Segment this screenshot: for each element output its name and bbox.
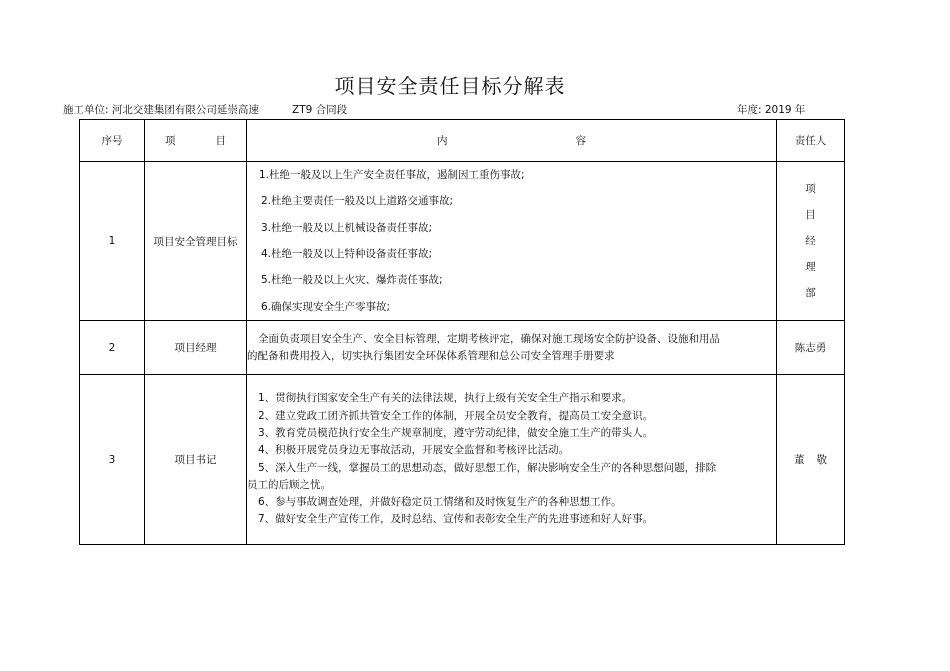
construction-unit: 施工单位: 河北交建集团有限公司延崇高速: [63, 104, 259, 116]
content-line: 4.杜绝一般及以上特种设备责任事故;: [261, 248, 433, 260]
row-item: 项目书记: [145, 375, 247, 545]
responsible-name: 董敬: [794, 454, 839, 466]
table-header-row: [80, 120, 845, 162]
row-responsible: [777, 162, 845, 321]
responsible-char: 项: [805, 183, 816, 195]
responsible-char: 经: [805, 235, 816, 247]
content-line: 5、深入生产一线，掌握员工的思想动态，做好思想工作，解决影响安全生产的各种思想问题，排除: [258, 461, 717, 474]
content-line: 6、参与事故调查处理，并做好稳定员工情绪和及时恢复生产的各种思想工作。: [258, 496, 622, 509]
header-content: [247, 120, 777, 162]
responsible-char: 理: [805, 261, 816, 273]
content-line: 4、积极开展党员身边无事故活动，开展安全监督和考核评比活动。: [258, 444, 570, 457]
page-title: 项目安全责任目标分解表: [334, 74, 566, 98]
content-line: 全面负责项目安全生产、安全目标管理，定期考核评定，确保对施工现场安全防护设备、设施和用品: [258, 332, 720, 345]
content-line: 的配备和费用投入，切实执行集团安全环保体系管理和总公司安全管理手册要求: [247, 349, 615, 362]
header-item: [145, 120, 247, 162]
row-content: [247, 162, 777, 321]
responsibility-table: [79, 119, 845, 545]
row-item: 项目经理: [145, 321, 247, 375]
row-seq: 3: [80, 375, 145, 545]
content-line: 2.杜绝主要责任一般及以上道路交通事故;: [261, 195, 454, 208]
content-line: 1.杜绝一般及以上生产安全责任事故，遏制因工重伤事故;: [259, 169, 525, 182]
content-line: 5.杜绝一般及以上火灾、爆炸责任事故;: [261, 274, 443, 287]
contract-section: ZT9 合同段: [292, 104, 348, 116]
table-row: [80, 162, 845, 321]
header-item-b: 目: [215, 135, 226, 147]
row-content: [247, 321, 777, 375]
row-responsible: [777, 375, 845, 545]
header-seq: 序号: [80, 120, 145, 162]
row-seq: 2: [80, 321, 145, 375]
table-row: [80, 321, 845, 375]
row-content: [247, 375, 777, 545]
responsible-char: 部: [805, 287, 816, 299]
content-line: 员工的后顾之忧。: [247, 478, 331, 491]
content-line: 6.确保实现安全生产零事故;: [261, 300, 391, 313]
row-responsible: 陈志勇: [777, 321, 845, 375]
year-label: 年度: 2019 年: [737, 104, 806, 116]
content-line: 1、贯彻执行国家安全生产有关的法律法规，执行上级有关安全生产指示和要求。: [258, 392, 633, 405]
header-content-b: 容: [575, 135, 586, 147]
header-item-a: 项: [165, 135, 176, 147]
content-line: 2、建立党政工团齐抓共管安全工作的体制，开展全员安全教育，提高员工安全意识。: [258, 409, 654, 422]
responsible-char: 目: [805, 209, 816, 221]
header-content-a: 内: [437, 135, 448, 147]
content-line: 3.杜绝一般及以上机械设备责任事故;: [261, 221, 433, 234]
table-row: [80, 375, 845, 545]
header-responsible: 责任人: [777, 120, 845, 162]
row-seq: 1: [80, 162, 145, 321]
content-line: 3、教育党员模范执行安全生产规章制度，遵守劳动纪律，做安全施工生产的带头人。: [258, 426, 654, 439]
content-line: 7、做好安全生产宣传工作，及时总结、宣传和表彰安全生产的先进事迹和好人好事。: [258, 513, 654, 526]
row-item: 项目安全管理目标: [145, 162, 247, 321]
